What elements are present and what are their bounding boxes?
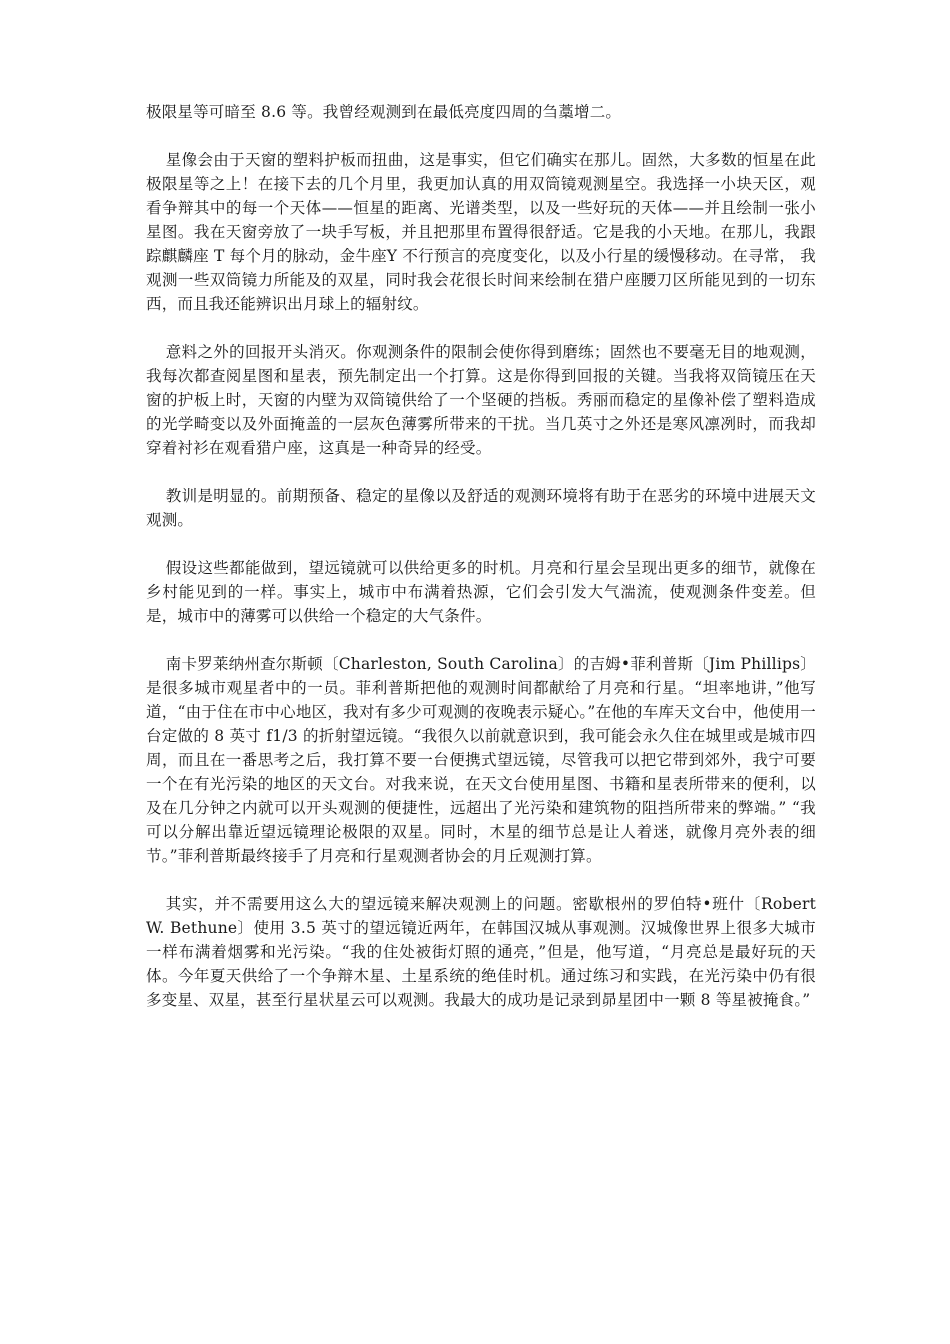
paragraph-7: 其实，并不需要用这么大的望远镜来解决观测上的问题。密歇根州的罗伯特•班什〔Robert W. Bethune〕使用 3.5 英寸的望远镜近两年，在韩国汉城从事观测。汉城像世界上很多大城市一样布满着烟雾和光污染。“我的住处被街灯照的通亮，”但是，他写道，“月亮总是最好玩的天体。今年夏天供给了一个争辩木星、土星系统的绝佳时机。通过练习和实践，在光污染中仍有很多变星、双星，甚至行星状星云可以观测。我最大的成功是记录到昴星团中一颗 8 等星被掩食。”: [146, 895, 816, 1009]
paragraph-1: 极限星等可暗至 8.6 等。我曾经观测到在最低亮度四周的刍藁增二。: [146, 103, 622, 121]
document-body: [146, 100, 816, 1036]
paragraph-2: 星像会由于天窗的塑料护板而扭曲，这是事实，但它们确实在那儿。固然，大多数的恒星在此极限星等之上！在接下去的几个月里，我更加认真的用双筒镜观测星空。我选择一小块天区，观看争辩其中的每一个天体——恒星的距离、光谱类型，以及一些好玩的天体——并且绘制一张小星图。我在天窗旁放了一块手写板，并且把那里布置得很舒适。它是我的小天地。在那儿，我跟踪麒麟座 T 每个月的脉动，金牛座Y 不行预言的亮度变化，以及小行星的缓慢移动。在寻常， 我观测一些双筒镜力所能及的双星，同时我会花很长时间来绘制在猎户座腰刀区所能见到的一切东西，而且我还能辨识出月球上的辐射纹。: [146, 151, 816, 313]
paragraph-4: 教训是明显的。前期预备、稳定的星像以及舒适的观测环境将有助于在恶劣的环境中进展天文观测。: [146, 487, 816, 529]
paragraph-3: 意料之外的回报开头消灭。你观测条件的限制会使你得到磨练；固然也不要毫无目的地观测，我每次都查阅星图和星表，预先制定出一个打算。这是你得到回报的关键。当我将双筒镜压在天窗的护板上时，天窗的内壁为双筒镜供给了一个坚硬的挡板。秀丽而稳定的星像补偿了塑料造成的光学畸变以及外面掩盖的一层灰色薄雾所带来的干扰。当几英寸之外还是寒风凛冽时，而我却穿着衬衫在观看猎户座，这真是一种奇异的经受。: [146, 343, 816, 457]
paragraph-5: 假设这些都能做到，望远镜就可以供给更多的时机。月亮和行星会呈现出更多的细节，就像在乡村能见到的一样。事实上，城市中布满着热源，它们会引发大气湍流，使观测条件变差。但是，城市中的薄雾可以供给一个稳定的大气条件。: [146, 559, 816, 625]
paragraph-6: 南卡罗莱纳州查尔斯顿〔Charleston, South Carolina〕的吉姆•菲利普斯〔Jim Phillips〕是很多城市观星者中的一员。菲利普斯把他的观测时间都献给了月亮和行星。“坦率地讲，”他写道，“由于住在市中心地区，我对有多少可观测的夜晚表示疑心。”在他的车库天文台中，他使用一台定做的 8 英寸 f1/3 的折射望远镜。“我很久以前就意识到，我可能会永久住在城里或是城市四周，而且在一番思考之后，我打算不要一台便携式望远镜，尽管我可以把它带到郊外，我宁可要一个在有光污染的地区的天文台。对我来说，在天文台使用星图、书籍和星表所带来的便利，以及在几分钟之内就可以开头观测的便捷性，远超出了光污染和建筑物的阻挡所带来的弊端。” “我可以分解出靠近望远镜理论极限的双星。同时，木星的细节总是让人着迷，就像月亮外表的细节。”菲利普斯最终接手了月亮和行星观测者协会的月丘观测打算。: [146, 655, 816, 865]
